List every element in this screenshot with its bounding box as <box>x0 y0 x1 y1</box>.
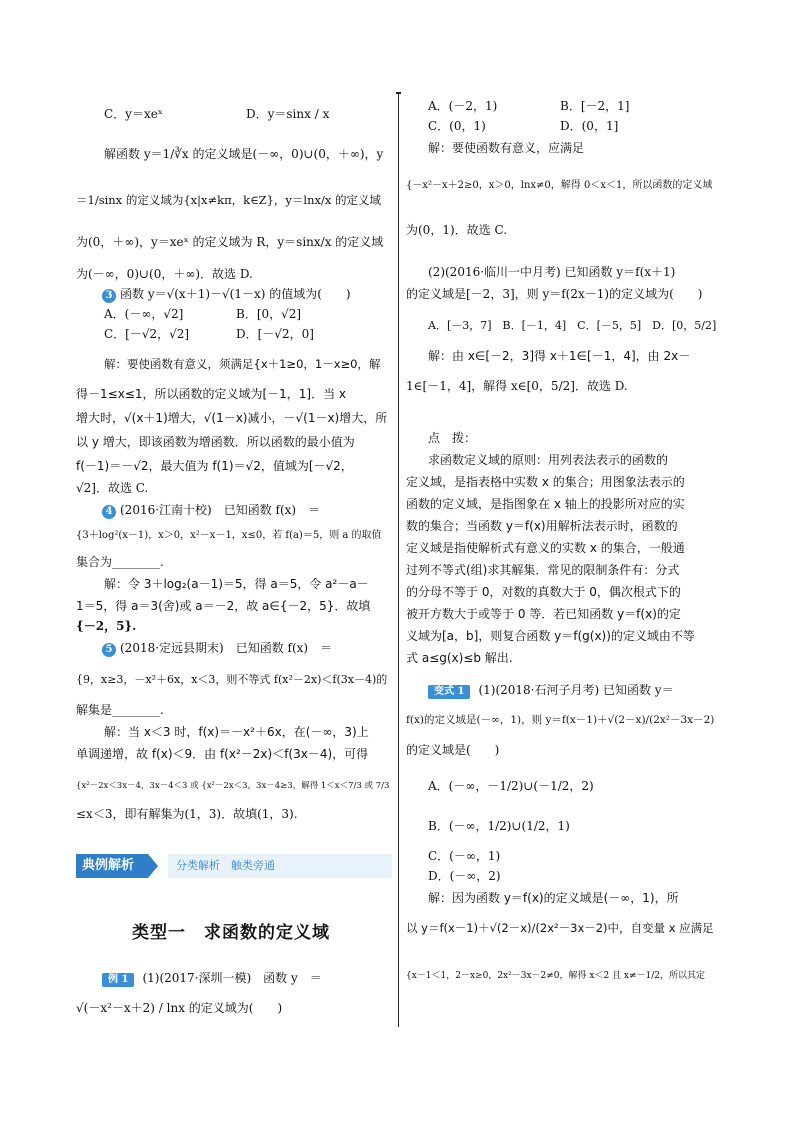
solution-line: √2]．故选 C. <box>76 481 149 495</box>
column-divider-tick <box>396 92 401 94</box>
tip-line: 定义域，是指表格中实数 x 的集合；用图象法表示的 <box>406 475 685 489</box>
option-d: D．(0，1] <box>560 119 619 133</box>
question-number-badge: 4 <box>102 505 116 519</box>
question-5 <box>102 640 332 657</box>
tip-line: 求函数定义域的原则：用列表法表示的函数的 <box>428 453 669 467</box>
option-c: C．(0，1) <box>428 119 486 133</box>
option-b: B．[0，√2] <box>236 307 302 321</box>
section-banner-subtitle: 分类解析 触类旁通 <box>176 859 275 872</box>
question-text: (2018·定远县期末) 已知函数 f(x) ＝ <box>120 641 333 655</box>
option-a: A．(－∞，√2] <box>104 307 184 321</box>
solution-line: 1＝5，得 a＝3(舍)或 a＝－2，故 a∈{－2，5}．故填 <box>76 599 371 613</box>
tip-line: 函数的定义域，是指图象在 x 轴上的投影所对应的实 <box>406 497 685 511</box>
solution-line: 解：令 3＋log₂(a－1)＝5，得 a＝5，令 a²－a－ <box>104 577 369 591</box>
tip-line: 过列不等式(组)求其解集．常见的限制条件有：分式 <box>406 563 680 577</box>
question-number-badge: 5 <box>102 643 116 657</box>
option-c: C．(－∞，1) <box>428 849 501 863</box>
column-divider <box>398 92 399 1027</box>
solution-line: 以 y＝f(x－1)＋√(2－x)/(2x²－3x－2)中，自变量 x 应满足 <box>406 921 714 935</box>
option-d: D．[－√2，0] <box>236 327 314 341</box>
solution-line: 为(0，＋∞)，y＝xeˣ 的定义域为 R，y＝sinx/x 的定义域 <box>76 235 384 249</box>
example-1 <box>102 970 322 987</box>
solution-line: 解：因为函数 y＝f(x)的定义域是(－∞，1)，所 <box>428 891 679 905</box>
solution-line: ≤x＜3，即有解集为(1，3)．故填(1，3). <box>76 807 298 821</box>
solution-line: 为(－∞，0)∪(0，＋∞)．故选 D. <box>76 267 253 281</box>
option-d: D．y＝sinx / x <box>246 107 330 121</box>
question-text: 的定义域是[－2，3]，则 y＝f(2x－1)的定义域为( ) <box>406 287 703 301</box>
question-3 <box>102 286 351 303</box>
variant-1 <box>428 682 674 699</box>
section-banner-title: 典例解析 <box>76 854 148 878</box>
example-tag: 例 1 <box>102 973 134 987</box>
option-b: B．(－∞，1/2)∪(1/2，1) <box>428 819 570 833</box>
option-b: B．[－2，1] <box>560 99 630 113</box>
question-text: (1)(2018·石河子月考) 已知函数 y＝ <box>478 683 674 697</box>
solution-line: ＝1/sinx 的定义域为{x|x≠kπ，k∈Z}，y＝lnx/x 的定义域 <box>76 193 382 207</box>
solution-line: 得－1≤x≤1，所以函数的定义域为[－1，1]．当 x <box>76 387 347 401</box>
question-text: 函数 y＝√(x＋1)－√(1－x) 的值域为( ) <box>120 287 351 301</box>
question-4 <box>102 502 320 519</box>
solution-line: {x²－2x＜3x－4，3x－4＜3 或 {x²－2x＜3，3x－4≥3，解得 1＜x＜7/3 或 7/3 <box>76 781 390 791</box>
question-text: (2016·江南十校) 已知函数 f(x) ＝ <box>120 503 321 517</box>
tip-line: 数的集合；当函数 y＝f(x)用解析法表示时，函数的 <box>406 519 678 533</box>
option-d: D．(－∞，2) <box>428 869 501 883</box>
solution-line: 解：要使函数有意义，须满足{x＋1≥0，1－x≥0，解 <box>104 357 381 371</box>
option-c: C．[－√2，√2] <box>104 327 190 341</box>
question-text: 解集是________. <box>76 703 164 717</box>
option-row: A．[－3，7] B．[－1，4] C．[－5，5] D．[0，5/2] <box>428 319 717 332</box>
tip-heading: 点 拨： <box>428 431 477 445</box>
solution-line: 解：要使函数有意义，应满足 <box>428 141 585 155</box>
solution-line: 以 y 增大，即该函数为增函数．所以函数的最小值为 <box>76 435 355 449</box>
tip-line: 被开方数大于或等于 0 等．若已知函数 y＝f(x)的定 <box>406 607 681 621</box>
solution-line: f(－1)＝－√2，最大值为 f(1)＝√2，值域为[－√2， <box>76 459 353 473</box>
tip-line: 义域为[a，b]，则复合函数 y＝f(g(x))的定义域由不等 <box>406 629 695 643</box>
question-text: {9，x≥3，－x²＋6x，x＜3，则不等式 f(x²－2x)＜f(3x－4)的 <box>76 673 388 686</box>
solution-line: {x－1＜1，2－x≥0，2x²－3x－2≠0，解得 x＜2 且 x≠－1/2，所以其定 <box>406 971 706 981</box>
solution-line: 解：由 x∈[－2，3]得 x＋1∈[－1，4]，由 2x－ <box>428 349 691 363</box>
solution-line: 单调递增，故 f(x)＜9．由 f(x²－2x)＜f(3x－4)，可得 <box>76 747 369 761</box>
solution-line: {－2，5}. <box>76 619 137 633</box>
solution-line: 为(0，1)．故选 C. <box>406 223 508 237</box>
solution-line: {－x²－x＋2≥0，x＞0，lnx≠0，解得 0＜x＜1，所以函数的定义域 <box>406 180 713 191</box>
solution-line: 解函数 y＝1/∛x 的定义域是(－∞，0)∪(0，＋∞)，y <box>104 147 384 161</box>
solution-line: 解：当 x＜3 时，f(x)＝－x²＋6x，在(－∞，3)上 <box>104 725 369 739</box>
question-text: 集合为________. <box>76 555 164 569</box>
question-text: (2)(2016·临川一中月考) 已知函数 y＝f(x＋1) <box>428 265 676 279</box>
option-a: A．(－∞，－1/2)∪(－1/2，2) <box>428 779 594 793</box>
question-number-badge: 3 <box>102 289 116 303</box>
question-text: f(x)的定义域是(－∞，1)，则 y＝f(x－1)＋√(2－x)/(2x²－3x－2) <box>406 714 715 726</box>
tip-line: 的分母不等于 0，对数的真数大于 0，偶次根式下的 <box>406 585 681 599</box>
solution-line: 1∈[－1，4]，解得 x∈[0，5/2]．故选 D. <box>406 379 628 393</box>
question-text: √(－x²－x＋2) / lnx 的定义域为( ) <box>76 1001 283 1015</box>
tip-line: 式 a≤g(x)≤b 解出. <box>406 651 513 665</box>
section-heading: 类型一 求函数的定义域 <box>132 923 330 943</box>
option-a: A．(－2，1) <box>428 99 498 113</box>
question-text: 的定义域是( ) <box>406 743 500 757</box>
variant-tag: 变式 1 <box>428 685 470 699</box>
question-text: (1)(2017·深圳一模) 函数 y ＝ <box>142 971 322 985</box>
option-c: C．y＝xeˣ <box>104 107 163 121</box>
solution-line: 增大时，√(x＋1)增大，√(1－x)减小，－√(1－x)增大，所 <box>76 411 388 425</box>
question-text: {3＋log²(x－1)，x＞0，x²－x－1，x≤0，若 f(a)＝5，则 a 的取值 <box>76 530 382 541</box>
tip-line: 定义域是指使解析式有意义的实数 x 的集合，一般通 <box>406 541 685 555</box>
section-banner <box>76 854 392 878</box>
